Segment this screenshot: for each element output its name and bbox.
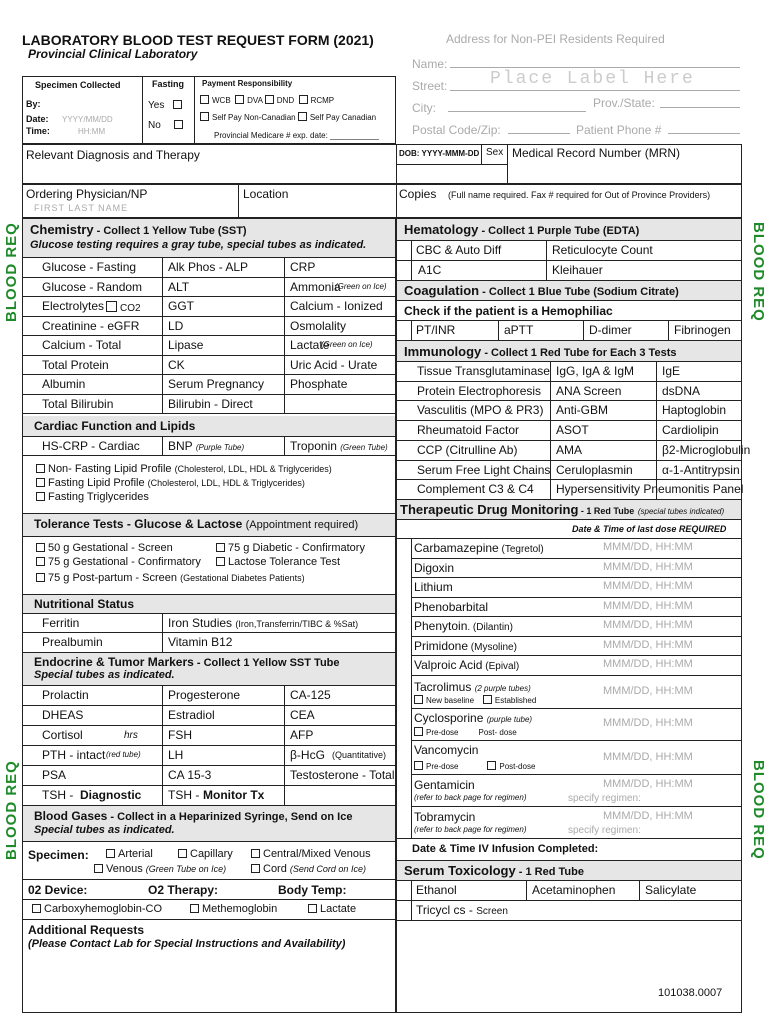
chem-cell[interactable]: Lactate [290, 338, 330, 352]
imm-cell[interactable]: Serum Free Light Chains [417, 462, 551, 477]
chemistry-title: Chemistry - Collect 1 Yellow Tube (SST) [30, 222, 247, 237]
imm-cell[interactable]: ANA Screen [556, 383, 622, 398]
ammonia-note: (Green on Ice) [335, 281, 387, 291]
chem-cell[interactable]: Albumin [42, 377, 86, 391]
tol-lactose[interactable]: Lactose Tolerance Test [216, 557, 340, 568]
fasting-label: Fasting [152, 79, 185, 89]
specimen-type-label: Specimen: [28, 848, 89, 862]
lipid-fasting[interactable]: Fasting Lipid Profile (Cholesterol, LDL, HDL & Triglycerides) [36, 478, 305, 489]
location-label[interactable]: Location [243, 187, 289, 201]
chem-cell[interactable]: Alk Phos - ALP [168, 260, 249, 274]
tol-50g[interactable]: 50 g Gestational - Screen [36, 543, 173, 554]
ddimer-item[interactable]: D-dimer [589, 323, 632, 337]
endo-cell[interactable]: PTH - intact [42, 748, 106, 762]
imm-cell[interactable]: α-1-Antitrypsin [662, 462, 740, 477]
tsh-monitor[interactable]: Monitor Tx [203, 788, 265, 802]
chem-cell[interactable]: Uric Acid - Urate [290, 357, 378, 372]
selfpay-options[interactable]: Self Pay Non-Canadian Self Pay Canadian [200, 112, 376, 122]
diagnosis-label[interactable]: Relevant Diagnosis and Therapy [26, 148, 200, 162]
iv-infusion-label[interactable]: Date & Time IV Infusion Completed: [412, 843, 599, 855]
date-label: Date: [26, 114, 49, 124]
bnp-item[interactable]: BNP (Purple Tube) [168, 439, 245, 453]
blood-req-left-top: BLOOD REQ [3, 222, 20, 322]
imm-cell[interactable]: ASOT [556, 423, 589, 438]
hematology-title: Hematology - Collect 1 Purple Tube (EDTA) [404, 222, 640, 237]
immunology-title: Immunology - Collect 1 Red Tube for Each 3 Tests [404, 344, 677, 359]
imm-cell[interactable]: dsDNA [662, 383, 701, 398]
endo-cell[interactable]: DHEAS [42, 708, 84, 722]
coagulation-title: Coagulation - Collect 1 Blue Tube (Sodium Citrate) [404, 283, 679, 298]
endo-cell[interactable]: TSH - [168, 788, 200, 802]
kleihauer-item[interactable]: Kleihauer [552, 263, 603, 277]
endo-cell[interactable]: Cortisol [42, 728, 83, 742]
tdm-drug[interactable]: Lithium [414, 580, 453, 594]
blood-req-right-top: BLOOD REQ [750, 222, 767, 322]
tdm-date-header: Date & Time of last dose REQUIRED [572, 524, 727, 534]
gentamicin-item[interactable]: Gentamicin [414, 778, 475, 792]
tricyclics-item[interactable]: Tricycl cs - Screen [416, 903, 508, 917]
phone-label: Patient Phone # [576, 123, 662, 137]
chem-cell[interactable]: Osmolality [290, 318, 347, 333]
tdm-drug[interactable]: Primidone (Mysoline) [414, 638, 517, 653]
hcg-note: (Quantitative) [332, 750, 387, 760]
chem-cell[interactable]: Bilirubin - Direct [168, 396, 253, 411]
fasting-no[interactable]: No [148, 120, 186, 131]
imm-cell[interactable]: β2-Microglobulin [662, 442, 751, 457]
chem-cell[interactable]: Glucose - Fasting [42, 260, 137, 274]
triglycerides-fasting[interactable]: Fasting Triglycerides [36, 492, 149, 503]
tdm-dose-time[interactable]: MMM/DD, HH:MM [603, 580, 693, 592]
imm-cell[interactable]: Rheumatoid Factor [417, 423, 520, 438]
aptt-item[interactable]: aPTT [504, 323, 534, 337]
a1c-item[interactable]: A1C [418, 263, 442, 277]
cardiac-title: Cardiac Function and Lipids [34, 419, 196, 433]
imm-cell[interactable]: IgE [662, 364, 681, 378]
methb-option[interactable]: Methemoglobin [190, 904, 277, 915]
blood-gases-title: Blood Gases - Collect in a Heparinized Syringe, Send on Ice [34, 809, 353, 823]
endo-cell[interactable]: Testosterone - Total [290, 768, 395, 782]
address-note: Address for Non-PEI Residents Required [446, 32, 665, 46]
chem-cell[interactable]: CK [168, 357, 185, 372]
endo-cell[interactable]: Progesterone [168, 688, 241, 702]
cyclo-options[interactable]: Pre-dose Post- dose [414, 727, 517, 737]
gent-time[interactable]: MMM/DD, HH:MM [603, 778, 693, 790]
pth-note: (red tube) [106, 750, 141, 759]
form-title: LABORATORY BLOOD TEST REQUEST FORM (2021) [22, 32, 374, 48]
gent-note: (refer to back page for regimen) [414, 793, 527, 802]
lactate-gas-option[interactable]: Lactate [308, 904, 356, 915]
endo-cell[interactable]: β-HcG [290, 748, 325, 762]
payment-options[interactable]: WCB DVA DND RCMP [200, 95, 334, 105]
fasting-yes[interactable]: Yes [148, 100, 185, 111]
chem-cell[interactable]: GGT [168, 299, 194, 313]
city-label: City: [412, 101, 436, 115]
retic-item[interactable]: Reticulocyte Count [552, 243, 653, 257]
chem-cell[interactable]: Creatinine - eGFR [42, 318, 140, 333]
tobra-time[interactable]: MMM/DD, HH:MM [603, 810, 693, 822]
tdm-drug[interactable]: Valproic Acid (Epival) [414, 658, 520, 672]
chem-cell[interactable]: ALT [168, 279, 190, 294]
physician-label: Ordering Physician/NP [26, 187, 148, 201]
time-label: Time: [26, 126, 50, 136]
date-value[interactable]: YYYY/MM/DD [62, 115, 113, 124]
chem-cell[interactable]: CRP [290, 260, 316, 274]
imm-cell[interactable]: Complement C3 & C4 [417, 482, 534, 497]
ethanol-item[interactable]: Ethanol [416, 883, 457, 897]
endocrine-note: Special tubes as indicated. [34, 669, 175, 681]
tacrolimus-item: Tacrolimus (2 purple tubes) [414, 680, 531, 694]
imm-cell[interactable]: Hypersensitivity Pneumonitis Panel [556, 482, 744, 497]
tdm-drug[interactable]: Phenytoin. (Dilantin) [414, 619, 513, 633]
additional-title: Additional Requests [28, 923, 145, 937]
imm-cell[interactable]: Vasculitis (MPO & PR3) [417, 403, 544, 418]
imm-cell[interactable]: Anti-GBM [556, 403, 609, 418]
street-label: Street: [412, 79, 448, 93]
chem-cell[interactable]: Glucose - Random [42, 279, 143, 294]
tacro-time[interactable]: MMM/DD, HH:MM [603, 685, 693, 697]
chem-cell[interactable]: Phosphate [290, 377, 348, 391]
o2-device-label[interactable]: 02 Device: [28, 883, 88, 897]
nutritional-title: Nutritional Status [34, 597, 135, 611]
imm-cell[interactable]: Haptoglobin [662, 403, 727, 418]
endo-cell[interactable]: Prolactin [42, 688, 89, 702]
toxicology-title: Serum Toxicology - 1 Red Tube [404, 863, 584, 878]
chem-cell[interactable]: Ammonia [290, 279, 341, 294]
endo-cell[interactable]: CEA [290, 708, 315, 722]
cord-option[interactable]: Cord (Send Cord on Ice) [251, 864, 366, 875]
chem-cell[interactable]: LD [168, 318, 184, 333]
troponin-item[interactable]: Troponin (Green Tube) [290, 439, 388, 453]
cyclosporine-item: Cyclosporine (purple tube) [414, 711, 533, 725]
chem-cell[interactable]: Calcium - Ionized [290, 299, 383, 313]
chem-cell[interactable]: Total Bilirubin [42, 396, 114, 411]
tobra-note: (refer to back page for regimen) [414, 825, 527, 834]
copies-label[interactable]: Copies [399, 187, 437, 201]
ptinr-item[interactable]: PT/INR [416, 323, 456, 337]
fibrinogen-item[interactable]: Fibrinogen [674, 323, 731, 337]
vanco-time[interactable]: MMM/DD, HH:MM [603, 751, 693, 763]
copies-note: (Full name required. Fax # required for Out of Province Providers) [448, 190, 711, 200]
tdm-dose-time[interactable]: MMM/DD, HH:MM [603, 560, 693, 573]
prov-label: Prov./State: [593, 96, 655, 110]
chem-cell[interactable]: Total Protein [42, 357, 109, 372]
tdm-dose-time[interactable]: MMM/DD, HH:MM [603, 541, 693, 553]
postal-label: Postal Code/Zip: [412, 123, 501, 137]
form-subtitle: Provincial Clinical Laboratory [28, 47, 198, 61]
endocrine-title: Endocrine & Tumor Markers - Collect 1 Yellow SST Tube [34, 655, 340, 669]
blood-req-right-bottom: BLOOD REQ [750, 760, 767, 860]
tsh-diagnostic[interactable]: Diagnostic [80, 788, 142, 802]
imm-cell[interactable]: CCP (Citrulline Ab) [417, 442, 518, 457]
tdm-dose-time[interactable]: MMM/DD, HH:MM [603, 599, 693, 612]
specimen-collected: Specimen Collected [35, 80, 121, 90]
gent-regimen[interactable]: specify regimen: [568, 793, 641, 804]
tdm-drug[interactable]: Carbamazepine (Tegretol) [414, 541, 544, 555]
tdm-dose-time[interactable]: MMM/DD, HH:MM [603, 658, 693, 670]
venous-option[interactable]: Venous (Green Tube on Ice) [94, 864, 226, 875]
dob-label: DOB: YYYY-MMM-DD [399, 149, 480, 158]
payment-label: Payment Responsibility [202, 79, 293, 88]
cyclo-time[interactable]: MMM/DD, HH:MM [603, 717, 693, 729]
tobramycin-item[interactable]: Tobramycin [414, 810, 476, 824]
physician-name[interactable]: FIRST LAST NAME [34, 203, 129, 213]
chem-cell[interactable]: Lipase [168, 338, 204, 352]
lipid-nonfasting[interactable]: Non- Fasting Lipid Profile (Cholesterol, LDL, HDL & Triglycerides) [36, 464, 332, 475]
tdm-dose-time[interactable]: MMM/DD, HH:MM [603, 638, 693, 651]
capillary-option[interactable]: Capillary [178, 849, 233, 860]
cbc-item[interactable]: CBC & Auto Diff [416, 243, 502, 257]
tacro-options[interactable]: New baseline Established [414, 695, 536, 705]
acetaminophen-item[interactable]: Acetaminophen [532, 883, 616, 897]
o2-therapy-label[interactable]: O2 Therapy: [148, 883, 219, 897]
mrn-label: Medical Record Number (MRN) [512, 146, 681, 160]
endo-cell[interactable]: CA 15-3 [168, 768, 212, 782]
chemistry-note: Glucose testing requires a gray tube, special tubes as indicated. [30, 239, 367, 251]
chem-cell[interactable]: Serum Pregnancy [168, 377, 265, 391]
tobra-regimen[interactable]: specify regimen: [568, 825, 641, 836]
imm-cell[interactable]: Ceruloplasmin [556, 462, 633, 477]
tdm-drug[interactable]: Digoxin [414, 560, 455, 575]
additional-note: (Please Contact Lab for Special Instructions and Availability) [28, 938, 346, 950]
prealbumin-item[interactable]: Prealbumin [42, 635, 103, 649]
imm-cell[interactable]: AMA [556, 442, 583, 457]
central-option[interactable]: Central/Mixed Venous [251, 849, 371, 860]
label-placeholder: Place Label Here [490, 69, 695, 89]
tdm-dose-time[interactable]: MMM/DD, HH:MM [603, 619, 693, 631]
form-number: 101038.0007 [658, 987, 723, 999]
tdm-drug[interactable]: Phenobarbital [414, 599, 489, 614]
hemophiliac-check[interactable]: Check if the patient is a Hemophiliac [404, 304, 613, 318]
tol-75g-diabetic[interactable]: 75 g Diabetic - Confirmatory [216, 543, 365, 554]
arterial-option[interactable]: Arterial [106, 849, 153, 860]
imm-cell[interactable]: Cardiolipin [662, 423, 719, 438]
body-temp-label[interactable]: Body Temp: [278, 883, 347, 897]
lactate-note: (Green on Ice) [321, 340, 373, 349]
hscrp-item[interactable]: HS-CRP - Cardiac [42, 439, 140, 453]
tolerance-title: Tolerance Tests - Glucose & Lactose (Appointment required) [34, 517, 359, 531]
tdm-title: Therapeutic Drug Monitoring - 1 Red Tube (special tubes indicated) [400, 502, 725, 517]
iron-item[interactable]: Iron Studies (Iron,Transferrin/TIBC & %Sat) [168, 616, 359, 630]
time-value[interactable]: HH:MM [78, 127, 106, 136]
cortisol-hrs[interactable]: hrs [124, 730, 138, 741]
sex-label: Sex [486, 147, 504, 158]
medicare-label[interactable]: Provincial Medicare # exp. date: ___________ [214, 131, 379, 140]
imm-cell[interactable]: IgG, IgA & IgM [556, 364, 635, 378]
endo-cell[interactable]: CA-125 [290, 688, 331, 702]
blood-gases-note: Special tubes as indicated. [34, 824, 175, 836]
name-label: Name: [412, 57, 448, 71]
b12-item[interactable]: Vitamin B12 [168, 635, 233, 649]
endo-cell[interactable]: AFP [290, 728, 314, 742]
chem-cell[interactable]: Calcium - Total [42, 338, 122, 352]
vanco-options[interactable]: Pre-dose Post-dose [414, 761, 535, 771]
endo-cell[interactable]: FSH [168, 728, 192, 742]
endo-cell[interactable]: PSA [42, 768, 67, 782]
by-label: By: [26, 99, 41, 109]
cohb-option[interactable]: Carboxyhemoglobin-CO [32, 904, 162, 915]
vancomycin-item[interactable]: Vancomycin [414, 743, 479, 757]
ferritin-item[interactable]: Ferritin [42, 616, 80, 630]
endo-cell[interactable]: LH [168, 748, 184, 762]
endo-cell[interactable]: TSH - [42, 788, 74, 802]
imm-cell[interactable]: Protein Electrophoresis [417, 383, 542, 398]
blood-req-left-bottom: BLOOD REQ [3, 760, 20, 860]
imm-cell[interactable]: Tissue Transglutaminase [417, 364, 550, 378]
salicylate-item[interactable]: Salicylate [645, 883, 697, 897]
tol-75g-gestational[interactable]: 75 g Gestational - Confirmatory [36, 557, 201, 568]
co2-option[interactable]: CO2 [106, 301, 141, 314]
chem-cell[interactable]: Electrolytes [42, 299, 105, 313]
endo-cell[interactable]: Estradiol [168, 708, 215, 722]
tol-postpartum[interactable]: 75 g Post-partum - Screen (Gestational Diabetes Patients) [36, 573, 305, 584]
